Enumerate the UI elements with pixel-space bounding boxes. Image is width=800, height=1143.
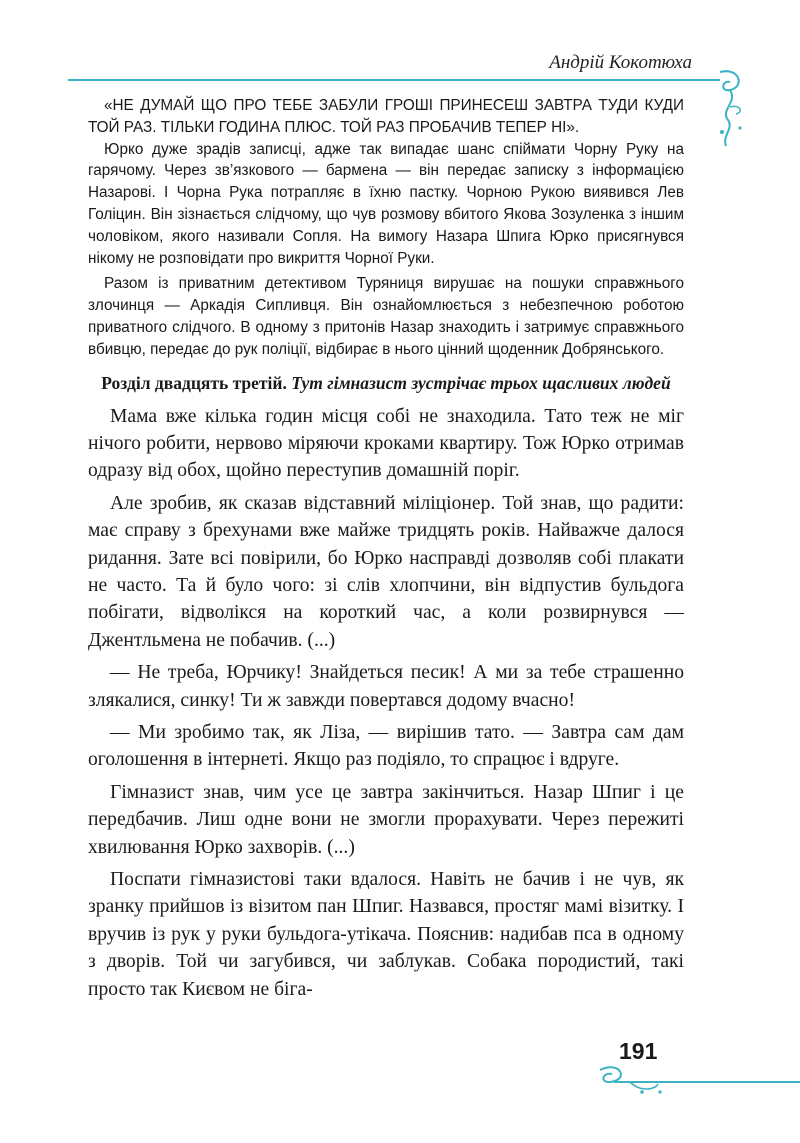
chapter-heading-number: Розділ двадцять третій. xyxy=(101,372,287,393)
decorative-flourish-icon xyxy=(700,62,760,152)
body-paragraph: Гімназист знав, чим усе це завтра закінчиться. Назар Шпиг і це передбачив. Лиш одне вони не змогли прорахувати. Через пережиті хвилювання Юрко захворів. (...) xyxy=(88,781,684,858)
header-rule xyxy=(68,79,720,81)
page-number: 191 xyxy=(619,1038,658,1064)
body-paragraph: — Не треба, Юрчику! Знайдеться песик! А ми за тебе страшенно злякалися, синку! Ти ж завжди повертався додому вчасно! xyxy=(88,662,684,711)
summary-paragraph: «НЕ ДУМАЙ ЩО ПРО ТЕБЕ ЗАБУЛИ ГРОШІ ПРИНЕСЕШ ЗАВТРА ТУДИ КУДИ ТОЙ РАЗ. ТІЛЬКИ ГОДИНА ПЛЮС. ТОЙ РАЗ ПРОБАЧИВ ТЕПЕР НІ». xyxy=(88,97,684,136)
body-paragraph: — Ми зробимо так, як Ліза, — вирішив тато. — Завтра сам дам оголошення в інтернеті. Якщо раз подіяло, то спрацює і вдруге. xyxy=(88,722,684,771)
body-paragraph: Але зробив, як сказав відставний міліціонер. Той знав, що радити: має справу з брехунами вже майже тридцять років. Найважче далося ридання. Зате всі повірили, бо Юрко насправді дозволяв собі плакати не часто. Та й було чого: зі слів хлопчини, він відпустив бульдога побігати, відволікся на короткий час, а коли розвирнувся — Джентльмена не побачив. (...) xyxy=(88,492,684,651)
chapter-heading-title: Тут гімназист зустрічає трьох щасливих людей xyxy=(291,372,671,393)
body-paragraph: Поспати гімназистові таки вдалося. Навіть не бачив і не чув, як зранку прийшов із візитом пан Шпиг. Назвався, простяг мамі візитку. І вручив із рук у руки бульдога-утікача. Пояснив: надибав пса в одному з дворів. Той чи загубився, чи заблукав. Собака породистий, такі просто так Києвом не біга- xyxy=(88,869,684,1000)
footer-flourish-icon xyxy=(600,1062,800,1102)
page-content xyxy=(88,95,684,1003)
header-author: Андрій Кокотюха xyxy=(549,52,692,73)
summary-paragraph: Разом із приватним детективом Туряниця вирушає на пошуки справжнього злочинця — Аркадія Сипливця. Він ознайомлюється з небезпечною роботою приватного слідчого. В одному з притонів Назар знаходить і затримує справжнього вбивцю, передає до рук поліції, відбирає в нього цінний щоденник Добрянського. xyxy=(88,275,684,358)
body-paragraph: Мама вже кілька годин місця собі не знаходила. Тато теж не міг нічого робити, нервово міряючи кроками квартиру. Тож Юрко отримав одразу від обох, щойно переступив домашній поріг. xyxy=(88,405,684,482)
summary-paragraph: Юрко дуже зрадів записці, адже так випадає шанс спіймати Чорну Руку на гарячому. Через зв’язкового — бармена — він передає записку з інформацією Назарові. І Чорна Рука потрапляє в їхню пастку. Чорною Рукою виявився Лев Голіцин. Він зізнається слідчому, що чув розмову вбитого Якова Зозуленка з іншим чоловіком, якого називали Сопля. На вимогу Назара Шпига Юрко присягнувся нікому не розповідати про викриття Чорної Руки. xyxy=(88,140,684,267)
chapter-heading xyxy=(88,371,684,395)
